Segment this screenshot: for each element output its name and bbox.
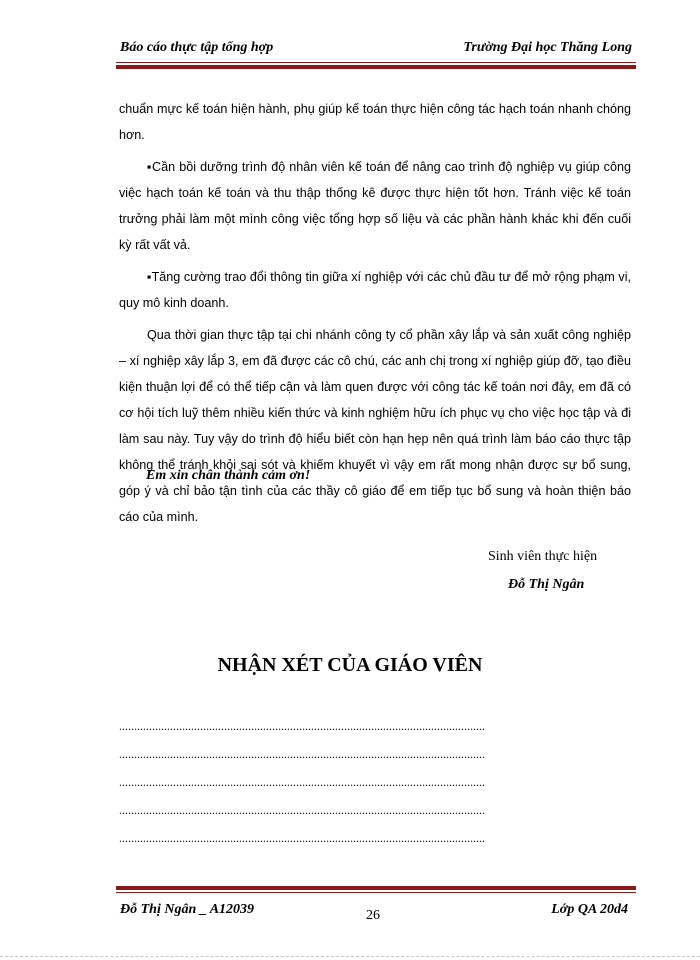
comment-lines: [119, 712, 619, 852]
page-number: 26: [366, 908, 380, 923]
header-university: Trường Đại học Thăng Long: [463, 40, 632, 55]
comment-line: ..........................................................................................................................: [119, 775, 485, 789]
comment-line: ..........................................................................................................................: [119, 747, 485, 761]
header-rule: [116, 62, 636, 69]
comment-line: ..........................................................................................................................: [119, 831, 485, 845]
comment-line: ..........................................................................................................................: [119, 719, 485, 733]
section-heading: NHẬN XÉT CỦA GIÁO VIÊN: [217, 654, 483, 676]
signature-label: Sinh viên thực hiện: [488, 549, 598, 564]
signature-name: Đỗ Thị Ngân: [508, 577, 585, 592]
footer-author: Đỗ Thị Ngân _ A12039: [120, 902, 255, 917]
header-report-title: Báo cáo thực tập tổng hợp: [120, 40, 274, 55]
page-edge-divider: [0, 956, 700, 957]
paragraph-bullet: ▪Cần bồi dưỡng trình độ nhân viên kế toán để nâng cao trình độ nghiệp vụ giúp công việc hạch toán kế toán và thu thập thống kê được thực hiện tốt hơn. Tránh việc kế toán trưởng phải làm một mình công việc tổng hợp số liệu và các phần hành khác khi đến cuối kỳ rất vất vả.: [119, 160, 631, 252]
footer-class: Lớp QA 20d4: [551, 902, 628, 917]
thanks-line: Em xin chân thành cảm ơn!: [146, 468, 311, 483]
paragraph: Qua thời gian thực tập tại chi nhánh công ty cổ phần xây lắp và sản xuất công nghiệp – xí nghiệp xây lắp 3, em đã được các cô chú, các anh chị trong xí nghiệp giúp đỡ, tạo điều kiện thuận lợi để có thể tiếp cận và làm quen được với công tác kế toán nơi đây, em đã có cơ hội tích luỹ thêm nhiều kiến thức và kinh nghiệm hữu ích phục vụ cho việc học tập và đi làm sau này. Tuy vậy do trình độ hiểu biết còn hạn hẹp nên quá trình làm báo cáo thực tập không thể tránh khỏi sai sót và khiếm khuyết vì vậy em rất mong nhận được sự bổ sung, góp ý và chỉ bảo tận tình của các thầy cô giáo để em tiếp tục bổ sung và hoàn thiện báo cáo của mình.: [119, 328, 631, 524]
footer-rule: [116, 886, 636, 893]
paragraph: chuẩn mực kế toán hiện hành, phụ giúp kế toán thực hiện công tác hạch toán nhanh chóng hơn.: [119, 102, 631, 142]
paragraph-bullet: ▪Tăng cường trao đổi thông tin giữa xí nghiệp với các chủ đầu tư để mở rộng phạm vi, quy mô kinh doanh.: [119, 270, 631, 310]
comment-line: ..........................................................................................................................: [119, 803, 485, 817]
